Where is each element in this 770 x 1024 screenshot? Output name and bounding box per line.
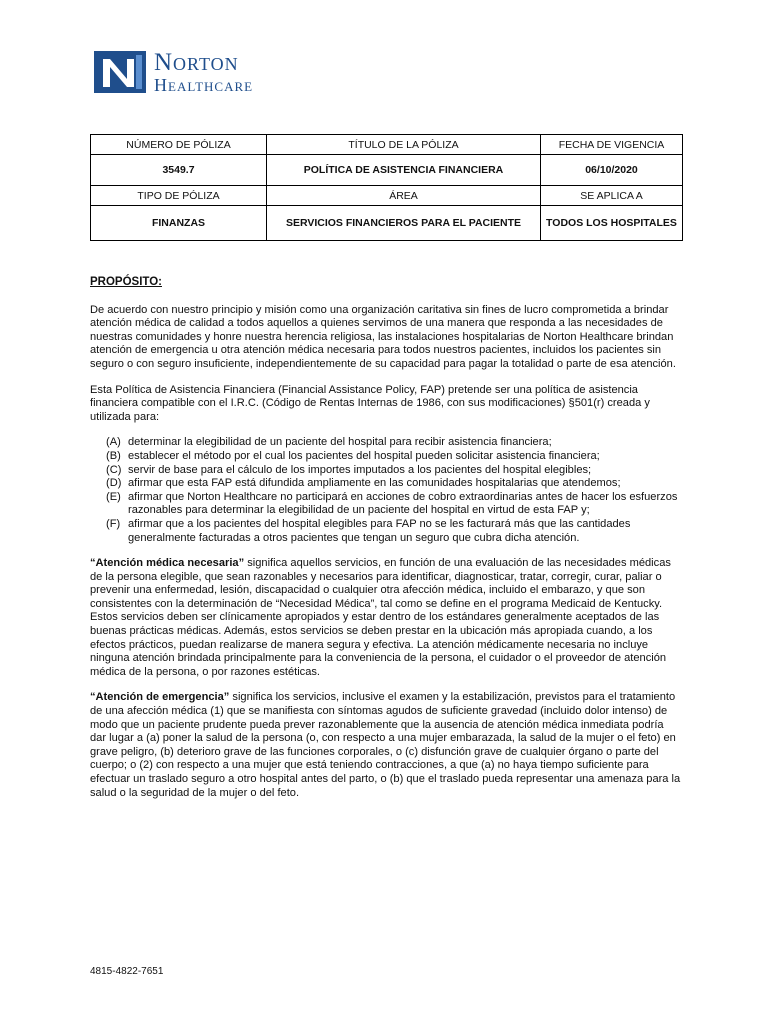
- brand-name: Norton: [154, 49, 239, 76]
- policy-title-header: TÍTULO DE LA PÓLIZA: [267, 135, 541, 155]
- definition-term: “Atención de emergencia”: [90, 691, 230, 704]
- policy-header-row-1: [91, 135, 683, 155]
- effective-date-header: FECHA DE VIGENCIA: [541, 135, 683, 155]
- policy-type-value: FINANZAS: [91, 206, 267, 241]
- policy-header-row-2: [91, 186, 683, 206]
- purpose-paragraph-2: Esta Política de Asistencia Financiera (Financial Assistance Policy, FAP) pretende ser una política de asistencia financiera compatible con el I.R.C. (Código de Rentas Internas de 1986, con sus modificaciones) §501(r) creada y utilizada para:: [90, 383, 650, 423]
- document-code: 4815-4822-7651: [90, 966, 164, 977]
- definition-term: “Atención médica necesaria”: [90, 557, 245, 570]
- definition-text: significa aquellos servicios, en función de una evaluación de las necesidades médicas de la persona elegible, que sean razonables y necesarios para identificar, diagnosticar, tratar, corregir, curar, paliar o prevenir una enfermedad, lesión, discapacidad o cualquier otra afección médica, incluido el embarazo, y que son consistentes con la determinación de “Necesidad Médica”, tal como se define en el programa Medicaid de Kentucky. Estos servicios deben ser clínicamente apropiados y estar dentro de los estándares generalmente aceptados de las buenas prácticas médicas. Además, estos servicios se deben prestar en la ubicación más apropiada cuando, a los efectos prácticos, puedan realizarse de manera segura y efectiva. La atención médicamente necesaria no incluye ninguna atención brindada principalmente para la conveniencia de la persona, el cuidador o el proveedor de atención médica de la persona, o por razones estéticas.: [90, 557, 671, 678]
- list-item-text: servir de base para el cálculo de los importes imputados a los pacientes del hospital elegibles;: [128, 463, 592, 476]
- policy-number-value: 3549.7: [91, 155, 267, 186]
- list-item-letter: (C): [106, 463, 122, 476]
- policy-title-value: POLÍTICA DE ASISTENCIA FINANCIERA: [267, 155, 541, 186]
- area-value: SERVICIOS FINANCIEROS PARA EL PACIENTE: [267, 206, 541, 241]
- applies-to-value: TODOS LOS HOSPITALES: [541, 206, 683, 241]
- list-item-letter: (A): [106, 436, 121, 449]
- list-item-text: afirmar que Norton Healthcare no participará en acciones de cobro extraordinarias antes de hacer los esfuerzos razonables para determinar la elegibilidad de un paciente del hospital en virtud de esta FAP y;: [128, 490, 678, 517]
- definition-emergency-care: [90, 691, 682, 800]
- effective-date-value: 06/10/2020: [541, 155, 683, 186]
- list-item-text: afirmar que esta FAP está difundida ampliamente en las comunidades hospitalarias que atendemos;: [128, 477, 621, 490]
- list-item-letter: (F): [106, 517, 121, 530]
- applies-to-header: SE APLICA A: [541, 186, 683, 206]
- purpose-paragraph-1: De acuerdo con nuestro principio y misión como una organización caritativa sin fines de lucro comprometida a brindar atención médica de calidad a todos aquellos a quienes servimos de una manera que responda a las necesidades de nuestras comunidades y honre nuestra herencia religiosa, las instalaciones hospitalarias de Norton Healthcare brindan atención de emergencia u otra atención médica necesaria para todos nuestros pacientes, incluidos los pacientes sin seguro o con seguro insuficiente, independientemente de su capacidad para pagar la totalidad o parte de esa atención.: [90, 303, 676, 370]
- definition-text: significa los servicios, inclusive el examen y la estabilización, previstos para el tratamiento de una afección médica (1) que se manifiesta con síntomas agudos de suficiente gravedad (incluido dolor intenso) de modo que un paciente prudente pueda prever razonablemente que la ausencia de atención médica inmediata podría dar lugar a (a) poner la salud de la persona (o, con respecto a una mujer embarazada, la salud de la mujer o el feto) en grave peligro, (b) deterioro grave de las funciones corporales, o (c) disfunción grave de cualquier órgano o parte del cuerpo; o (2) con respecto a una mujer que está teniendo contracciones, a que (a) no haya tiempo suficiente para efectuar un traslado seguro a otro hospital antes del parto, o (b) que el traslado pueda representar una amenaza para la salud o la seguridad de la mujer o del feto.: [90, 691, 681, 799]
- list-item: [106, 518, 682, 545]
- list-item-text: determinar la elegibilidad de un paciente del hospital para recibir asistencia financiera;: [128, 436, 552, 449]
- purpose-list: [90, 436, 682, 545]
- list-item-text: establecer el método por el cual los pacientes del hospital pueden solicitar asistencia financiera;: [128, 449, 600, 462]
- list-item: [106, 491, 682, 518]
- list-item-text: afirmar que a los pacientes del hospital elegibles para FAP no se les facturará más que las cantidades generalmente facturadas a otros pacientes que tengan un seguro que cubra dicha atención.: [128, 517, 631, 544]
- list-item-letter: (D): [106, 477, 122, 490]
- policy-value-row-1: [91, 155, 683, 186]
- purpose-heading: PROPÓSITO:: [90, 276, 162, 288]
- list-item: [106, 450, 682, 464]
- area-header: ÁREA: [267, 186, 541, 206]
- definition-medically-necessary: [90, 557, 682, 679]
- list-item: [106, 436, 682, 450]
- brand-subtitle: Healthcare: [154, 75, 254, 95]
- norton-healthcare-logo: [94, 50, 253, 94]
- list-item-letter: (E): [106, 490, 121, 503]
- list-item: [106, 464, 682, 478]
- norton-logo-icon: [94, 51, 146, 93]
- list-item: [106, 477, 682, 491]
- policy-number-header: NÚMERO DE PÓLIZA: [91, 135, 267, 155]
- policy-body: [90, 276, 682, 812]
- policy-info-table: [90, 134, 683, 241]
- list-item-letter: (B): [106, 449, 121, 462]
- policy-type-header: TIPO DE PÓLIZA: [91, 186, 267, 206]
- policy-value-row-2: [91, 206, 683, 241]
